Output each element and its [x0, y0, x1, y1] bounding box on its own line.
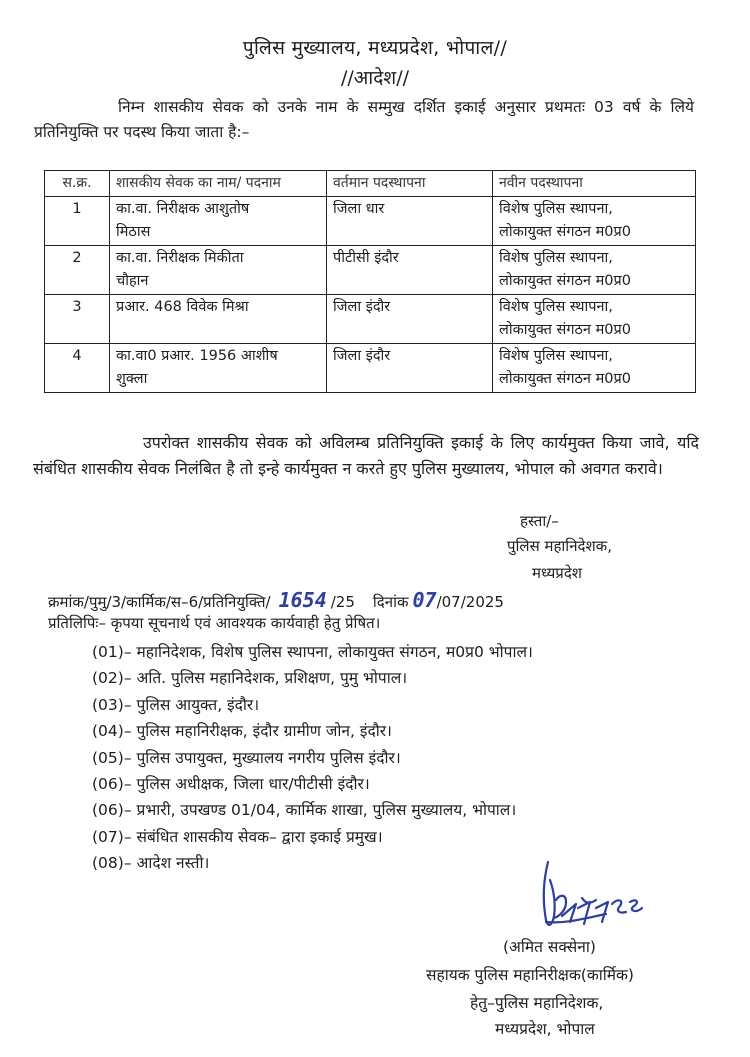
cell-new [493, 344, 696, 393]
new-line: विशेष पुलिस स्थापना, [499, 201, 613, 217]
officer-place: मध्यप्रदेश, भोपाल [495, 1020, 595, 1038]
col-header-current: वर्तमान पदस्थापना [327, 171, 493, 197]
cell-name [110, 197, 327, 246]
signatory-designation: पुलिस महानिदेशक, [507, 537, 612, 555]
cell-current: जिला धार [327, 197, 493, 246]
copy-to-heading: प्रतिलिपिः– कृपया सूचनार्थ एवं आवश्यक कार्यवाही हेतु प्रेषित। [48, 614, 381, 632]
page-title: पुलिस मुख्यालय, मध्यप्रदेश, भोपाल// [242, 37, 508, 59]
new-line: लोकायुक्त संगठन म0प्र0 [499, 371, 631, 387]
list-item: (04)– पुलिस महानिरीक्षक, इंदौर ग्रामीण जोन, इंदौर। [92, 722, 392, 741]
col-header-name: शासकीय सेवक का नाम/ पदनाम [110, 171, 327, 197]
name-line: शुक्ला [116, 371, 148, 387]
officer-name: (अमित सक्सेना) [503, 938, 596, 956]
table-row [45, 197, 696, 246]
cell-new [493, 246, 696, 295]
table-header-row [45, 171, 696, 197]
handwritten-signature [526, 858, 656, 938]
cell-name [110, 344, 327, 393]
reference-prefix: क्रमांक/पुमु/3/कार्मिक/स–6/प्रतिनियुक्ति/ [48, 593, 271, 611]
list-item: (06)– प्रभारी, उपखण्ड 01/04, कार्मिक शाखा, पुलिस मुख्यालय, भोपाल। [92, 801, 517, 820]
signed-mark: हस्ता/– [520, 512, 559, 530]
cell-serial: 2 [45, 246, 110, 295]
intro-paragraph: निम्न शासकीय सेवक को उनके नाम के सम्मुख दर्शित इकाई अनुसार प्रथमतः 03 वर्ष के लिये प्रतिनियुक्ति पर पदस्थ किया जाता है:– [34, 98, 694, 141]
cell-serial: 1 [45, 197, 110, 246]
officer-for: हेतु–पुलिस महानिदेशक, [470, 994, 604, 1012]
order-heading: //आदेश// [340, 67, 410, 89]
new-line: विशेष पुलिस स्थापना, [499, 250, 613, 266]
cell-serial: 4 [45, 344, 110, 393]
table-row [45, 295, 696, 344]
reference-line [48, 588, 504, 612]
table-row [45, 246, 696, 295]
list-item: (06)– पुलिस अधीक्षक, जिला धार/पीटीसी इंदौर। [92, 774, 370, 793]
new-line: लोकायुक्त संगठन म0प्र0 [499, 322, 631, 338]
cell-serial: 3 [45, 295, 110, 344]
reference-number: 1654 [278, 588, 327, 612]
cell-name [110, 246, 327, 295]
new-line: विशेष पुलिस स्थापना, [499, 348, 613, 364]
cell-new [493, 197, 696, 246]
new-line: लोकायुक्त संगठन म0प्र0 [499, 224, 631, 240]
new-line: लोकायुक्त संगठन म0प्र0 [499, 273, 631, 289]
name-line: का.वा. निरीक्षक आशुतोष [116, 201, 250, 217]
signatory-state: मध्यप्रदेश [532, 564, 583, 582]
date-day: 07 [412, 588, 437, 612]
officer-designation: सहायक पुलिस महानिरीक्षक(कार्मिक) [426, 966, 634, 984]
name-line: का.वा. निरीक्षक मिकीता [116, 250, 244, 266]
name-line: प्रआर. 468 विवेक मिश्रा [116, 299, 249, 315]
list-item: (05)– पुलिस उपायुक्त, मुख्यालय नगरीय पुलिस इंदौर। [92, 748, 401, 767]
table-row [45, 344, 696, 393]
col-header-serial: स.क्र. [45, 171, 110, 197]
deputation-table [44, 170, 696, 393]
list-item: (08)– आदेश नस्ती। [92, 854, 210, 873]
cell-current: जिला इंदौर [327, 344, 493, 393]
list-item: (01)– महानिदेशक, विशेष पुलिस स्थापना, लोकायुक्त संगठन, म0प्र0 भोपाल। [92, 643, 533, 661]
list-item: (07)– संबंधित शासकीय सेवक– द्वारा इकाई प्रमुख। [92, 827, 383, 846]
cell-new [493, 295, 696, 344]
new-line: विशेष पुलिस स्थापना, [499, 299, 613, 315]
list-item: (02)– अति. पुलिस महानिदेशक, प्रशिक्षण, पुमु भोपाल। [92, 669, 408, 688]
list-item: (03)– पुलिस आयुक्त, इंदौर। [92, 695, 260, 714]
date-label: दिनांक [372, 593, 409, 611]
cell-current: जिला इंदौर [327, 295, 493, 344]
relieve-paragraph: उपरोक्त शासकीय सेवक को अविलम्ब प्रतिनियुक्ति इकाई के लिए कार्यमुक्त किया जावे, यदि संबंधित शासकीय सेवक निलंबित है तो इन्हे कार्यमुक्त न करते हुए पुलिस मुख्यालय, भोपाल को अवगत करावे। [33, 433, 699, 478]
cell-current: पीटीसी इंदौर [327, 246, 493, 295]
reference-year: /25 [330, 593, 355, 611]
date-rest: /07/2025 [436, 593, 504, 611]
col-header-new: नवीन पदस्थापना [493, 171, 696, 197]
copy-list [92, 639, 533, 877]
name-line: चौहान [116, 273, 149, 289]
cell-name [110, 295, 327, 344]
name-line: मिठास [116, 224, 151, 240]
name-line: का.वा0 प्रआर. 1956 आशीष [116, 348, 278, 364]
